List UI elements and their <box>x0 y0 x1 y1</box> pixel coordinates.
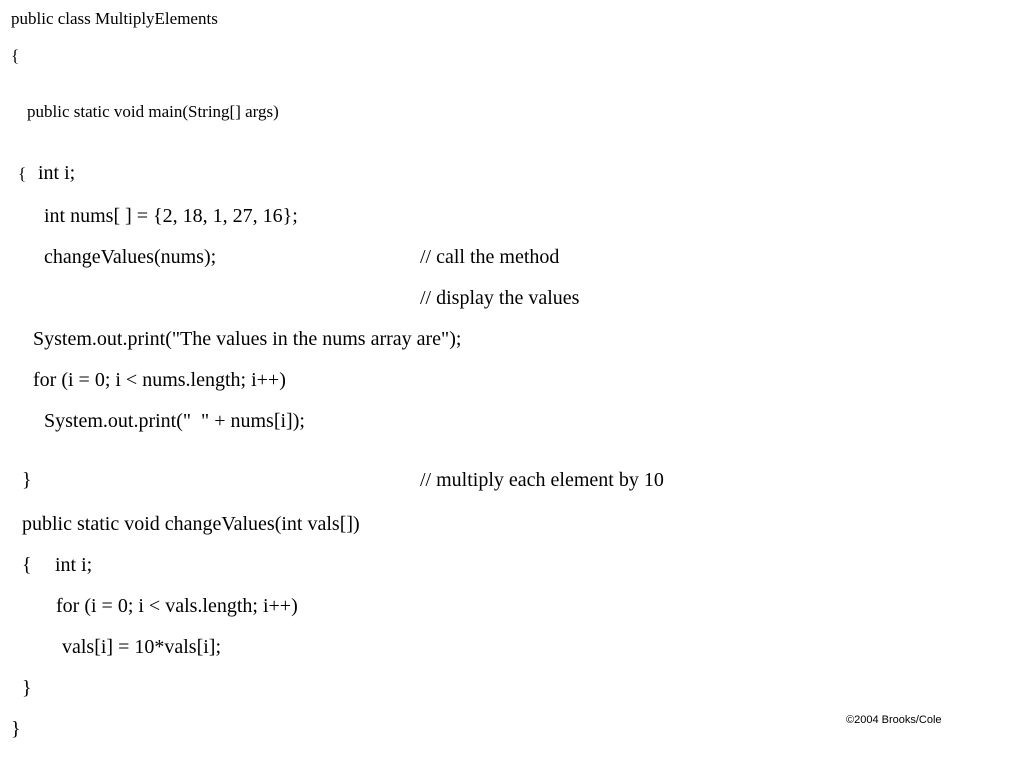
change-values-int-declaration: int i; <box>55 554 93 576</box>
main-open-brace: { <box>18 164 27 183</box>
print-header-statement: System.out.print("The values in the nums array are"); <box>33 328 462 350</box>
change-values-signature: public static void changeValues(int vals[]) <box>22 513 360 535</box>
nums-array-declaration: int nums[ ] = {2, 18, 1, 27, 16}; <box>44 205 298 227</box>
comment-call-method: // call the method <box>420 246 560 268</box>
main-close-brace: } <box>22 469 32 491</box>
class-close-brace: } <box>11 718 21 740</box>
for-loop-change-values: for (i = 0; i < vals.length; i++) <box>56 595 298 617</box>
comment-multiply: // multiply each element by 10 <box>420 469 664 491</box>
copyright-notice: ©2004 Brooks/Cole <box>846 714 942 726</box>
multiply-statement: vals[i] = 10*vals[i]; <box>62 636 222 658</box>
class-open-brace: { <box>11 46 20 65</box>
change-values-open-brace: { <box>22 554 32 576</box>
change-values-close-brace: } <box>22 677 32 699</box>
comment-display-values: // display the values <box>420 287 580 309</box>
main-int-declaration: int i; <box>38 162 76 184</box>
class-declaration: public class MultiplyElements <box>11 9 218 28</box>
print-element-statement: System.out.print(" " + nums[i]); <box>44 410 305 432</box>
main-method-signature: public static void main(String[] args) <box>27 102 279 121</box>
for-loop-main: for (i = 0; i < nums.length; i++) <box>33 369 286 391</box>
change-values-call: changeValues(nums); <box>44 246 217 268</box>
